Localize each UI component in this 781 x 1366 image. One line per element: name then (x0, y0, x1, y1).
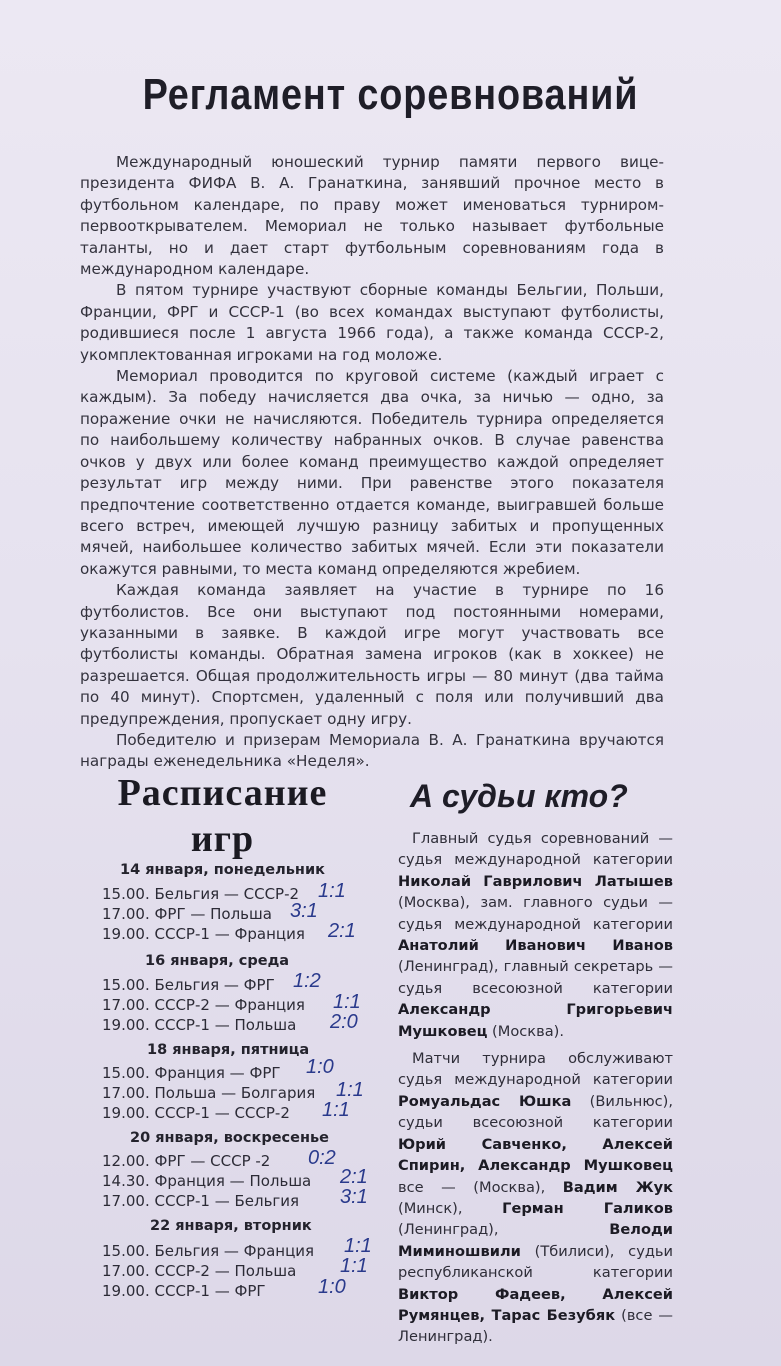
match-teams: ФРГ — Польша (154, 905, 272, 923)
match-row (102, 1152, 270, 1170)
referee-name: Велоди Миминошвили (398, 1221, 673, 1260)
intro-paragraph: Каждая команда заявляет на участие в турнире по 16 футболистов. Все они выступают под постоянными номерами, указанными в заявке. В каждой игре могут участвовать все футболисты команды. Обратная замена игроков (как в хоккее) не разрешается. Общая продолжительность игры — 80 минут (два тайма по 40 минут). Спортсмен, удаленный с поля или получивший два предупреждения, пропускает одну игру. (80, 581, 664, 728)
match-row (102, 1104, 290, 1122)
match-teams: СССР-1 — ФРГ (154, 1282, 266, 1300)
text-run: (Тбилиси), судьи республиканской категории (398, 1242, 673, 1282)
text-run: (Ленинград), главный секретарь — судья всесоюзной категории (398, 958, 673, 997)
match-teams: СССР-1 — Польша (154, 1016, 297, 1034)
match-time: 14.30. (102, 1172, 150, 1190)
text-run: (Вильнюс), судьи всесоюзной категории (398, 1092, 673, 1132)
referee-name: Анатолий Иванович Иванов (398, 937, 673, 955)
match-score: 2:1 (328, 920, 356, 942)
schedule-day-date: 18 января, пятница (147, 1042, 310, 1058)
intro-paragraph: Победителю и призерам Мемориала В. А. Гранаткина вручаются награды еженедельника «Неделя». (80, 730, 664, 771)
regulations-text (80, 152, 664, 773)
match-score: 3:1 (340, 1186, 368, 1208)
match-teams: СССР-1 — СССР-2 (154, 1104, 290, 1122)
schedule-day-date: 20 января, воскресенье (130, 1130, 329, 1146)
match-time: 15.00. (102, 1064, 150, 1082)
referee-name: Герман Галиков (502, 1199, 673, 1217)
text-run: Главный судья соревнований — судья международной категории (398, 830, 673, 869)
intro-paragraph: Мемориал проводится по круговой системе (каждый играет с каждым). За победу начисляется два очка, за ничью — одно, за поражение очки не начисляются. Победитель турнира определяется по наибольшему количеству набранных очков. В случае равенства очков у двух или более команд преимущество каждой определяет результат игр между ними. При равенстве этого показателя предпочтение соответственно отдается команде, выигравшей больше всего встреч, имеющей лучшую разницу забитых и пропущенных мячей, наибольшее количество забитых мячей. Если эти показатели окажутся равными, то места команд определяются жребием. (80, 367, 664, 578)
match-row (102, 1172, 311, 1190)
referee-name: Ромуальдас Юшка (398, 1092, 572, 1110)
match-score: 2:1 (340, 1166, 368, 1188)
referee-name: Виктор Фадеев, Алексей Румянцев, Тарас Безубяк (398, 1285, 673, 1324)
match-time: 12.00. (102, 1152, 150, 1170)
match-row (102, 996, 305, 1014)
referees-paragraph (398, 1048, 673, 1348)
match-row (102, 1192, 299, 1210)
referee-name: Юрий Савченко, Алексей Спирин, Александр Мушковец (398, 1135, 673, 1175)
match-teams: СССР-1 — Франция (154, 925, 305, 943)
intro-paragraph: Международный юношеский турнир памяти первого вице-президента ФИФА В. А. Гранаткина, занявший прочное место в футбольном календаре, по праву может именоваться турниром-первооткрывателем. Мемориал не только называет футбольные таланты, но и дает старт футбольным соревнованиям года в международном календаре. (80, 153, 664, 279)
match-time: 17.00. (102, 905, 150, 923)
match-row (102, 1242, 314, 1260)
match-score: 1:1 (336, 1079, 364, 1101)
match-time: 19.00. (102, 925, 150, 943)
match-time: 17.00. (102, 1084, 150, 1102)
match-teams: Франция — ФРГ (154, 1064, 281, 1082)
schedule-day-date: 16 января, среда (145, 953, 290, 969)
text-run: Матчи турнира обслуживают судья международной категории (398, 1050, 673, 1089)
schedule-title-line1: Расписание (117, 772, 328, 814)
match-time: 19.00. (102, 1016, 150, 1034)
match-teams: СССР-1 — Бельгия (154, 1192, 300, 1210)
match-score: 1:1 (318, 880, 346, 902)
match-teams: СССР-2 — Польша (154, 1262, 297, 1280)
match-teams: Бельгия — СССР-2 (154, 885, 300, 903)
match-time: 15.00. (102, 976, 150, 994)
match-row (102, 1262, 296, 1280)
text-run: (все — Ленинград). (398, 1306, 673, 1346)
referees-text (398, 828, 673, 1354)
text-run: (Ленинград), (398, 1221, 610, 1239)
match-row (102, 1084, 315, 1102)
text-run: (Минск), (398, 1199, 503, 1217)
match-score: 1:1 (333, 991, 361, 1013)
schedule-day-date: 14 января, понедельник (120, 862, 325, 878)
referee-name: Вадим Жук (562, 1178, 673, 1196)
match-row (102, 905, 272, 923)
intro-paragraph: В пятом турнире участвуют сборные команды Бельгии, Польши, Франции, ФРГ и СССР-1 (во всех командах выступают футболисты, родившиеся после 1 августа 1966 года), а также команда СССР-2, укомплектованная игроками на год моложе. (80, 281, 664, 364)
referees-paragraph (398, 828, 673, 1042)
match-teams: СССР-2 — Франция (154, 996, 305, 1014)
schedule-title (95, 770, 350, 862)
match-score: 3:1 (290, 900, 318, 922)
referees-title: А судьи кто? (410, 778, 628, 814)
match-score: 1:1 (340, 1255, 368, 1277)
match-score: 1:1 (344, 1235, 372, 1257)
schedule-day-date: 22 января, вторник (150, 1218, 312, 1234)
match-row (102, 885, 299, 903)
match-row (102, 976, 275, 994)
referee-name: Николай Гаврилович Латышев (398, 872, 673, 890)
match-row (102, 1016, 296, 1034)
text-run: (Москва). (487, 1022, 564, 1040)
match-row (102, 925, 305, 943)
match-teams: Бельгия — ФРГ (154, 976, 275, 994)
referee-name: Александр Григорьевич Мушковец (398, 1001, 673, 1040)
match-row (102, 1282, 266, 1300)
match-time: 15.00. (102, 885, 150, 903)
match-score: 1:0 (318, 1276, 346, 1298)
text-run: (Москва), зам. главного судьи — судья международной категории (398, 894, 673, 933)
match-time: 19.00. (102, 1282, 150, 1300)
match-row (102, 1064, 281, 1082)
match-score: 1:1 (322, 1099, 350, 1121)
match-time: 15.00. (102, 1242, 150, 1260)
page-title: Регламент соревнований (142, 70, 639, 119)
match-time: 17.00. (102, 996, 150, 1014)
match-time: 17.00. (102, 1192, 150, 1210)
match-time: 19.00. (102, 1104, 150, 1122)
match-score: 2:0 (330, 1011, 358, 1033)
match-score: 1:2 (293, 970, 321, 992)
match-time: 17.00. (102, 1262, 150, 1280)
match-score: 1:0 (306, 1056, 334, 1078)
schedule-title-line2: игр (190, 818, 255, 860)
match-teams: ФРГ — СССР -2 (154, 1152, 271, 1170)
match-score: 0:2 (308, 1147, 336, 1169)
match-teams: Бельгия — Франция (154, 1242, 315, 1260)
text-run: все — (Москва), (398, 1178, 563, 1196)
match-teams: Франция — Польша (154, 1172, 312, 1190)
match-teams: Польша — Болгария (154, 1084, 316, 1102)
